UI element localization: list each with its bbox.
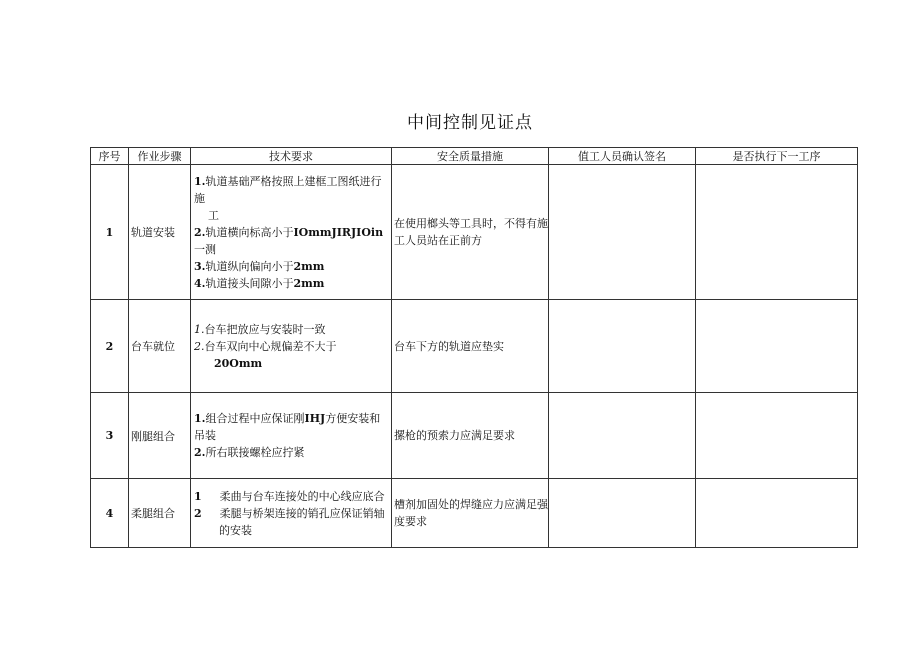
table-row <box>91 165 858 300</box>
tech-item: 2.台车双向中心规偏差不大于 <box>194 339 337 353</box>
row-step: 柔腿组合 <box>129 479 191 548</box>
row-next[interactable] <box>696 393 858 479</box>
tech-item: 3.轨道纵向偏向小于2mm <box>194 259 325 273</box>
tech-item: 1.组合过程中应保证刚IHJ方便安装和吊装 <box>194 412 381 442</box>
row-next[interactable] <box>696 479 858 548</box>
tech-item: 2.轨道横向标高小于IOmmJIRJIOin一测 <box>194 225 384 256</box>
row-no: 3 <box>91 393 129 479</box>
row-sign[interactable] <box>549 479 696 548</box>
tech-item: 1 柔曲与台车连接处的中心线应底合 <box>194 489 385 503</box>
row-no: 2 <box>91 300 129 393</box>
row-tech <box>191 479 392 548</box>
page-title: 中间控制见证点 <box>407 113 533 133</box>
tech-item: 1.轨道基础严格按照上建框工图纸进行施 <box>194 174 382 205</box>
control-table <box>90 147 858 548</box>
header-tech: 技术要求 <box>191 148 392 165</box>
tech-item-cont: 工 <box>208 208 219 222</box>
table-row <box>91 300 858 393</box>
header-row <box>91 148 858 165</box>
row-sign[interactable] <box>549 300 696 393</box>
tech-item: 1.台车把放应与安装时一致 <box>194 322 326 336</box>
tech-item-cont: 的安装 <box>219 523 252 537</box>
row-step: 轨道安装 <box>129 165 191 300</box>
header-safety: 安全质量措施 <box>392 148 549 165</box>
row-safety: 在使用榔头等工具时，不得有施工人员站在正前方 <box>392 165 549 300</box>
tech-item: 2.所右联接螺栓应拧紧 <box>194 446 305 459</box>
row-tech <box>191 300 392 393</box>
row-no: 1 <box>91 165 129 300</box>
row-safety: 摞枪的预索力应满足要求 <box>392 393 549 479</box>
row-no: 4 <box>91 479 129 548</box>
row-next[interactable] <box>696 165 858 300</box>
header-next: 是否执行下一工序 <box>696 148 858 165</box>
row-next[interactable] <box>696 300 858 393</box>
tech-item: 4.轨道接头间隙小于2mm <box>194 276 325 290</box>
header-step: 作业步骤 <box>129 148 191 165</box>
tech-item-cont: 20Omm <box>214 356 263 370</box>
table-row <box>91 479 858 548</box>
row-safety: 槽剂加固处的焊缝应力应满足强度要求 <box>392 479 549 548</box>
row-step: 刚腿组合 <box>129 393 191 479</box>
row-tech <box>191 165 392 300</box>
row-sign[interactable] <box>549 393 696 479</box>
row-tech <box>191 393 392 479</box>
row-step: 台车就位 <box>129 300 191 393</box>
table-row <box>91 393 858 479</box>
tech-item: 2 柔腿与桥架连接的销孔应保证销轴 <box>194 506 385 520</box>
header-no: 序号 <box>91 148 129 165</box>
row-safety: 台车下方的轨道应垫实 <box>392 300 549 393</box>
header-sign: 值工人员确认签名 <box>549 148 696 165</box>
row-sign[interactable] <box>549 165 696 300</box>
